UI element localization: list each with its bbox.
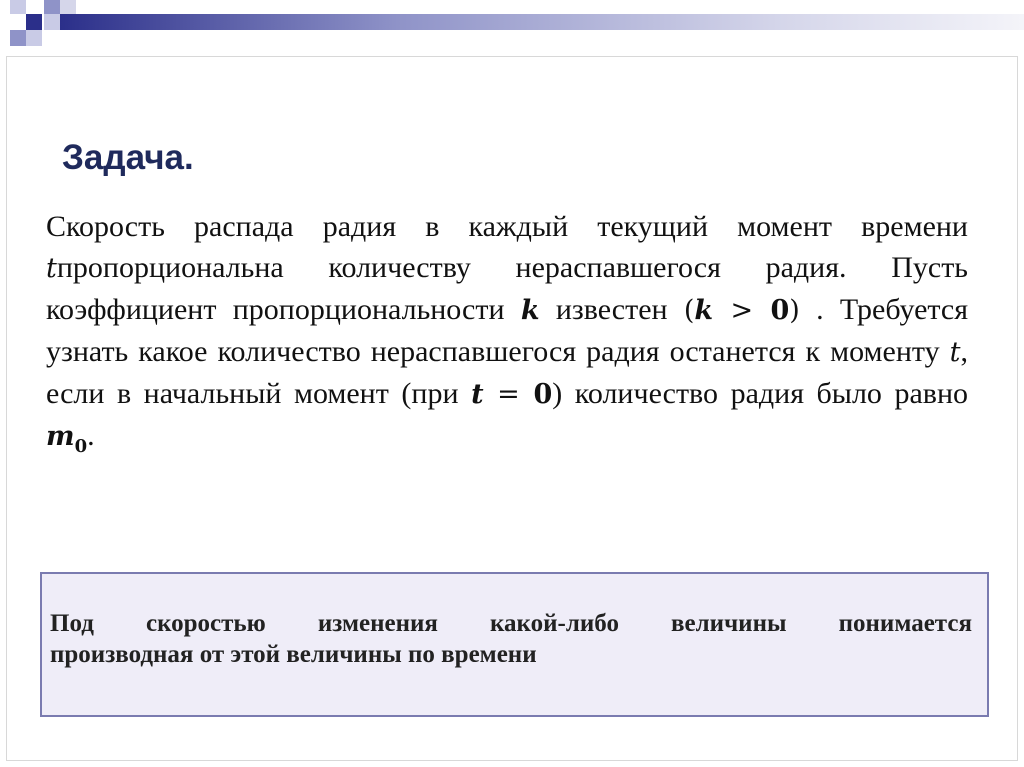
definition-note-text (50, 608, 972, 670)
paren-close: ) (789, 295, 800, 326)
deco-square-1 (10, 0, 26, 14)
note-line-2: производная от этой величины по времени (50, 641, 537, 668)
var-t: t (46, 253, 57, 284)
text-line-5b: , если в начальный момент (при (46, 335, 969, 410)
var-m: m (46, 421, 75, 452)
cond-op-eq: = (483, 379, 534, 410)
var-m0 (46, 419, 88, 457)
condition-k-positive (684, 293, 800, 326)
slide-title: Задача. (62, 138, 194, 177)
deco-square-4 (10, 30, 26, 46)
deco-square-7 (60, 0, 76, 14)
text-line-6-end: . (87, 419, 95, 452)
problem-statement (46, 206, 968, 467)
text-line-3b: известен (555, 293, 668, 326)
paren-open: ( (683, 295, 695, 326)
var-k: k (520, 295, 540, 326)
text-line-5a: останется к моменту (669, 335, 940, 368)
text-line-6a: количество радия было равно (574, 377, 969, 410)
var-t-2: t (949, 337, 961, 368)
text-line-1: Скорость распада радия в каждый текущий момент времени (46, 210, 968, 243)
text-line-3a: коэффициент пропорциональности (46, 293, 505, 326)
deco-square-6 (26, 30, 42, 46)
text-line-2: пропорциональна количеству нераспавшегося радия. Пусть (56, 251, 968, 284)
subscript-0: 0 (74, 436, 88, 457)
cond-var-t: t (471, 379, 484, 410)
note-line-1: Под скоростью изменения какой-либо величины понимается (50, 610, 972, 637)
text-line-3-end: . (799, 293, 824, 326)
cond-val-zero: 0 (533, 379, 553, 410)
cond-var-k: k (694, 295, 714, 326)
deco-square-3 (44, 0, 60, 14)
definition-note-box (40, 572, 989, 717)
deco-square-5 (44, 14, 60, 30)
deco-square-2 (26, 14, 42, 30)
cond-op-gt: > (713, 295, 771, 326)
cond-val-0: 0 (770, 295, 790, 326)
paren-close-2: ) (552, 377, 563, 410)
text-line-4: Требуется узнать какое количество нераспавшегося радия (46, 293, 969, 368)
header-decoration (0, 0, 1024, 60)
header-band (60, 14, 1024, 30)
